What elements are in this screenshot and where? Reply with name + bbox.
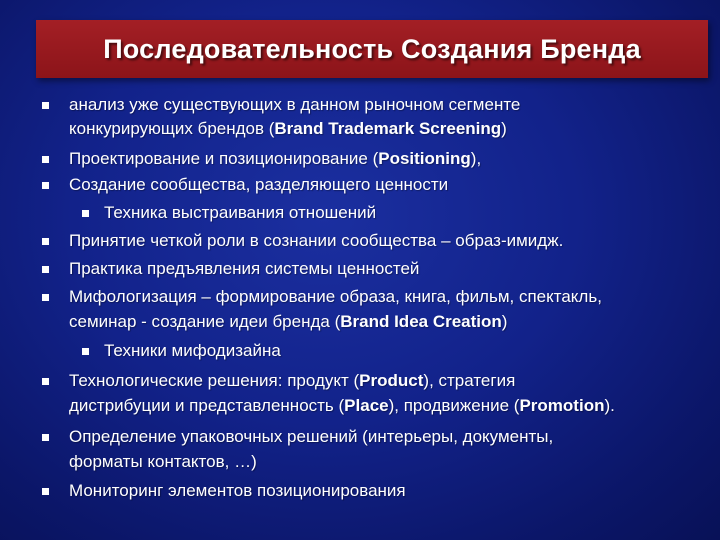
item-bold-term: Place [344, 396, 389, 415]
bullet-icon [42, 434, 49, 441]
item-bold-term: Product [359, 371, 424, 390]
list-item-continuation: форматы контактов, …) [69, 452, 257, 471]
item-bold-term: Promotion [519, 396, 605, 415]
list-item [69, 93, 520, 118]
list-item: Принятие четкой роли в сознании сообщества – образ-имидж. [69, 231, 564, 250]
sub-bullet-icon [82, 348, 89, 355]
list-item-continuation: конкурирующих брендов (Brand Trademark Screening) [69, 119, 507, 138]
item-bold-term: Brand Trademark Screening [274, 119, 502, 138]
bullet-icon [42, 378, 49, 385]
bullet-icon [42, 266, 49, 273]
item-text: анализ уже существующих в данном рыночном сегменте [69, 95, 521, 114]
list-item: Технологические решения: продукт (Product), стратегия [69, 371, 516, 390]
sub-list-item: Техники мифодизайна [104, 341, 281, 360]
list-item: Определение упаковочных решений (интерьеры, документы, [69, 427, 554, 446]
bullet-icon [42, 182, 49, 189]
sub-list-item: Техника выстраивания отношений [104, 203, 377, 222]
list-item: Мифологизация – формирование образа, книга, фильм, спектакль, [69, 287, 602, 306]
slide-title: Последовательность Создания Бренда [103, 33, 641, 64]
bullet-icon [42, 102, 49, 109]
list-item: Создание сообщества, разделяющего ценности [69, 175, 449, 194]
bullet-icon [42, 238, 49, 245]
list-item-continuation: дистрибуции и представленность (Place), продвижение (Promotion). [69, 396, 615, 415]
bullet-icon [42, 488, 49, 495]
item-bold-term: Positioning [378, 149, 471, 168]
list-item: Мониторинг элементов позиционирования [69, 481, 406, 500]
list-item-continuation: семинар - создание идеи бренда (Brand Idea Creation) [69, 312, 508, 331]
item-bold-term: Brand Idea Creation [340, 312, 502, 331]
list-item: Проектирование и позиционирование (Positioning), [69, 149, 482, 168]
sub-bullet-icon [82, 210, 89, 217]
list-item: Практика предъявления системы ценностей [69, 259, 420, 278]
bullet-icon [42, 294, 49, 301]
bullet-icon [42, 156, 49, 163]
